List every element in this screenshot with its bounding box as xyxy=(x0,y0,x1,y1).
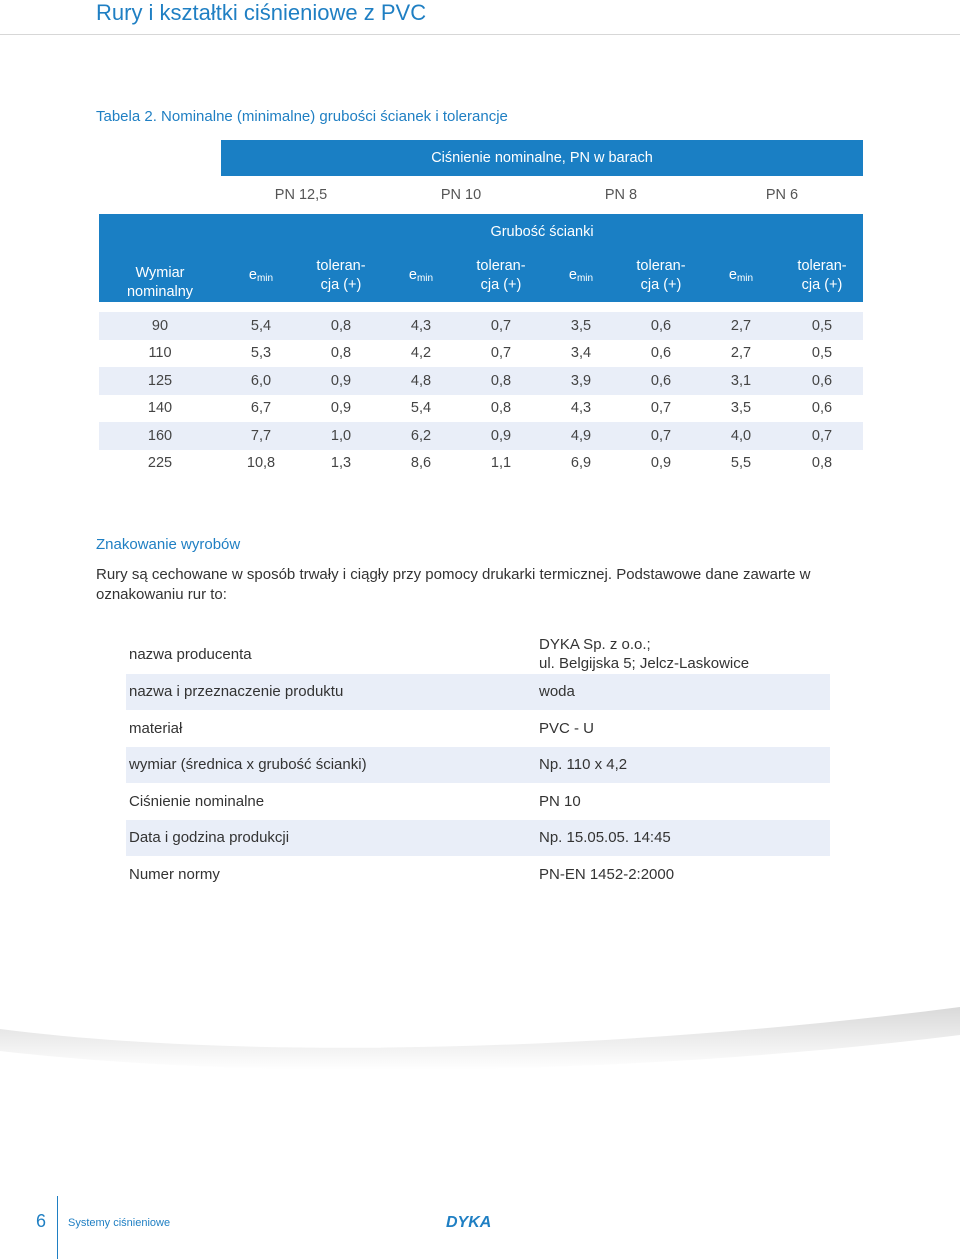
marking-row xyxy=(126,783,830,820)
marking-label: wymiar (średnica x grubość ścianki) xyxy=(129,756,367,774)
dimension-cell: 140 xyxy=(147,400,173,417)
dimension-cell: 225 xyxy=(147,455,173,472)
pn-header: PN 10 xyxy=(381,176,541,214)
value-cell: 0,5 xyxy=(781,312,863,340)
dimension-cell: 90 xyxy=(99,312,221,340)
marking-row xyxy=(126,820,830,857)
marking-row xyxy=(126,747,830,784)
value-cell: 8,6 xyxy=(410,455,432,472)
pn-header: PN 12,5 xyxy=(221,176,381,214)
footer-section-name: Systemy ciśnieniowe xyxy=(68,1217,171,1229)
marking-heading: Znakowanie wyrobów xyxy=(96,536,241,553)
page-title: Rury i kształtki ciśnieniowe z PVC xyxy=(96,0,427,25)
marking-row xyxy=(126,637,830,674)
value-cell: 0,7 xyxy=(781,422,863,450)
value-cell: 0,7 xyxy=(461,312,541,340)
value-cell: 5,4 xyxy=(410,400,432,417)
marking-intro: Rury są cechowane w sposób trwały i ciągły przy pomocy drukarki termicznej. Podstawowe dane zawarte w oznakowaniu rur to: xyxy=(96,566,811,603)
emin-header: $e_{min}$ xyxy=(701,249,781,302)
value-cell: 4,9 xyxy=(541,422,621,450)
table-row xyxy=(99,422,863,450)
marking-value: PN 10 xyxy=(539,792,581,810)
tolerance-header: toleran- cja (+) xyxy=(621,249,701,302)
page-number: 6 xyxy=(36,1211,47,1231)
decorative-wave xyxy=(0,1005,960,1085)
value-cell: 0,5 xyxy=(811,345,833,362)
value-cell: 0,9 xyxy=(330,400,352,417)
marking-value: woda xyxy=(539,683,575,701)
value-cell: 6,2 xyxy=(381,422,461,450)
marking-value: Np. 110 x 4,2 xyxy=(539,756,628,774)
emin-header: $e_{min}$ xyxy=(541,249,621,302)
dimension-cell: 110 xyxy=(148,345,172,362)
table-row xyxy=(99,367,863,395)
marking-label: Ciśnienie nominalne xyxy=(129,792,265,810)
marking-row xyxy=(126,856,830,893)
emin-header: $e_{min}$ xyxy=(381,249,461,302)
marking-row xyxy=(126,674,830,711)
value-cell: 7,7 xyxy=(221,422,301,450)
value-cell: 0,8 xyxy=(301,312,381,340)
value-cell: 6,9 xyxy=(570,455,592,472)
value-cell: 0,9 xyxy=(461,422,541,450)
value-cell: 0,7 xyxy=(490,345,512,362)
marking-value: PVC - U xyxy=(539,719,595,737)
value-cell: 0,6 xyxy=(621,367,701,395)
value-cell: 0,8 xyxy=(330,345,352,362)
title-divider xyxy=(0,34,960,35)
footer-divider xyxy=(57,1196,58,1259)
value-cell: 4,0 xyxy=(701,422,781,450)
pressure-header: Ciśnienie nominalne, PN w barach xyxy=(221,140,863,176)
pn-header: PN 8 xyxy=(541,176,701,214)
value-cell: 5,5 xyxy=(730,455,752,472)
value-cell: 0,8 xyxy=(811,455,833,472)
value-cell: 3,4 xyxy=(570,345,592,362)
value-cell: 0,6 xyxy=(781,367,863,395)
value-cell: 4,3 xyxy=(381,312,461,340)
value-cell: 5,4 xyxy=(221,312,301,340)
marking-value: Np. 15.05.05. 14:45 xyxy=(539,829,671,847)
marking-label: materiał xyxy=(129,719,183,737)
table-row xyxy=(99,450,863,478)
value-cell: 2,7 xyxy=(701,312,781,340)
value-cell: 1,0 xyxy=(301,422,381,450)
value-cell: 2,7 xyxy=(730,345,752,362)
value-cell: 6,7 xyxy=(250,400,272,417)
dyka-logo xyxy=(446,1212,506,1230)
value-cell: 4,8 xyxy=(381,367,461,395)
table-row xyxy=(99,312,863,340)
value-cell: 0,6 xyxy=(650,345,672,362)
value-cell: 4,2 xyxy=(410,345,432,362)
marking-label: nazwa i przeznaczenie produktu xyxy=(129,683,344,701)
value-cell: 3,5 xyxy=(730,400,752,417)
value-cell: 1,3 xyxy=(330,455,352,472)
empty-corner xyxy=(99,140,221,176)
value-cell: 6,0 xyxy=(221,367,301,395)
value-cell: 0,6 xyxy=(621,312,701,340)
tolerance-header: toleran- cja (+) xyxy=(461,249,541,302)
table-body xyxy=(99,312,863,477)
value-cell: 0,9 xyxy=(650,455,672,472)
marking-value: DYKA Sp. z o.o.; ul. Belgijska 5; Jelcz-Laskowice xyxy=(539,636,750,672)
value-cell: 0,6 xyxy=(811,400,833,417)
table-caption: Tabela 2. Nominalne (minimalne) grubości ścianek i tolerancje xyxy=(96,108,508,125)
marking-label: nazwa producenta xyxy=(129,646,252,663)
marking-label: Numer normy xyxy=(129,865,220,883)
dimension-header: Wymiar nominalny xyxy=(99,214,221,302)
value-cell: 0,7 xyxy=(621,422,701,450)
marking-row xyxy=(126,710,830,747)
emin-header: $e_{min}$ xyxy=(221,249,301,302)
dimension-cell: 125 xyxy=(99,367,221,395)
value-cell: 3,5 xyxy=(541,312,621,340)
marking-value: PN-EN 1452-2:2000 xyxy=(539,865,675,883)
table-row xyxy=(99,395,863,423)
value-cell: 0,9 xyxy=(301,367,381,395)
value-cell: 1,1 xyxy=(490,455,512,472)
value-cell: 0,8 xyxy=(490,400,512,417)
tolerance-header: toleran- cja (+) xyxy=(781,249,863,302)
value-cell: 3,9 xyxy=(541,367,621,395)
wall-thickness-table xyxy=(99,140,863,477)
tolerance-header: toleran- cja (+) xyxy=(301,249,381,302)
value-cell: 0,8 xyxy=(461,367,541,395)
value-cell: 3,1 xyxy=(701,367,781,395)
value-cell: 10,8 xyxy=(246,455,276,472)
value-cell: 4,3 xyxy=(570,400,592,417)
svg-text:DYKA: DYKA xyxy=(446,1214,492,1230)
marking-label: Data i godzina produkcji xyxy=(129,829,290,847)
value-cell: 0,7 xyxy=(650,400,672,417)
wall-thickness-header: Grubość ścianki xyxy=(221,214,863,249)
pn-header: PN 6 xyxy=(701,176,863,214)
value-cell: 5,3 xyxy=(250,345,272,362)
marking-table xyxy=(126,637,830,893)
table-row xyxy=(99,340,863,368)
dimension-cell: 160 xyxy=(99,422,221,450)
